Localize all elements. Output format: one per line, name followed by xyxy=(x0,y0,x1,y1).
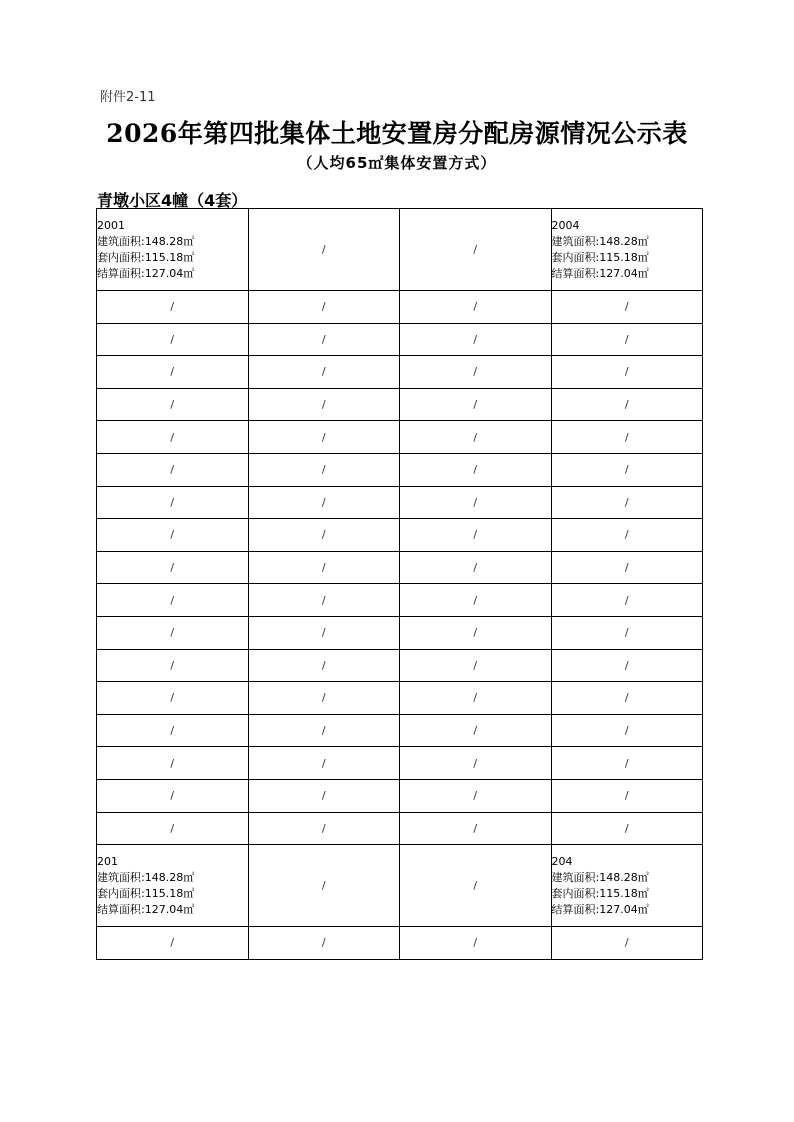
empty-cell: / xyxy=(551,714,703,747)
empty-cell: / xyxy=(551,453,703,486)
empty-cell: / xyxy=(97,812,249,845)
empty-cell: / xyxy=(248,714,400,747)
section-title: 青墩小区4幢（4套） xyxy=(97,191,248,210)
empty-cell: / xyxy=(248,453,400,486)
inner-area: 套内面积:115.18㎡ xyxy=(97,886,195,900)
empty-cell: / xyxy=(97,616,249,649)
empty-cell: / xyxy=(400,616,552,649)
empty-cell: / xyxy=(551,682,703,715)
empty-cell: / xyxy=(97,291,249,324)
empty-cell: / xyxy=(97,714,249,747)
table-row-floor-20 xyxy=(97,209,703,291)
empty-cell: / xyxy=(97,453,249,486)
empty-cell: / xyxy=(97,747,249,780)
empty-cell: / xyxy=(248,291,400,324)
table-row xyxy=(97,519,703,552)
table-row xyxy=(97,812,703,845)
unit-number: 201 xyxy=(97,854,118,868)
table-row xyxy=(97,714,703,747)
empty-cell: / xyxy=(551,584,703,617)
empty-cell: / xyxy=(248,584,400,617)
empty-cell: / xyxy=(551,649,703,682)
empty-cell: / xyxy=(551,486,703,519)
empty-cell: / xyxy=(551,519,703,552)
empty-cell: / xyxy=(248,551,400,584)
empty-cell: / xyxy=(248,209,400,291)
empty-cell: / xyxy=(97,323,249,356)
empty-cell: / xyxy=(400,714,552,747)
empty-cell: / xyxy=(97,649,249,682)
empty-cell: / xyxy=(400,682,552,715)
empty-cell: / xyxy=(400,291,552,324)
empty-cell: / xyxy=(248,812,400,845)
empty-cell: / xyxy=(400,747,552,780)
empty-cell: / xyxy=(400,323,552,356)
settle-area: 结算面积:127.04㎡ xyxy=(97,266,195,280)
table-row xyxy=(97,616,703,649)
table-row xyxy=(97,927,703,960)
empty-cell: / xyxy=(551,388,703,421)
table-row xyxy=(97,291,703,324)
empty-cell: / xyxy=(248,388,400,421)
empty-cell: / xyxy=(248,519,400,552)
building-area: 建筑面积:148.28㎡ xyxy=(97,870,195,884)
empty-cell: / xyxy=(551,323,703,356)
empty-cell: / xyxy=(551,812,703,845)
unit-cell-2001 xyxy=(97,209,249,291)
settle-area: 结算面积:127.04㎡ xyxy=(97,902,195,916)
empty-cell: / xyxy=(97,519,249,552)
empty-cell: / xyxy=(400,421,552,454)
empty-cell: / xyxy=(400,551,552,584)
empty-cell: / xyxy=(400,845,552,927)
page-title: 2026年第四批集体土地安置房分配房源情况公示表 xyxy=(106,119,688,148)
empty-cell: / xyxy=(400,453,552,486)
unit-number: 2004 xyxy=(551,218,580,232)
empty-cell: / xyxy=(97,388,249,421)
empty-cell: / xyxy=(400,486,552,519)
empty-cell: / xyxy=(97,421,249,454)
table-row xyxy=(97,356,703,389)
unit-table xyxy=(96,208,703,960)
empty-cell: / xyxy=(400,812,552,845)
table-row-floor-2 xyxy=(97,845,703,927)
empty-cell: / xyxy=(400,779,552,812)
building-area: 建筑面积:148.28㎡ xyxy=(97,234,195,248)
empty-cell: / xyxy=(551,421,703,454)
empty-cell: / xyxy=(551,356,703,389)
table-row xyxy=(97,323,703,356)
empty-cell: / xyxy=(400,388,552,421)
unit-cell-2004 xyxy=(551,209,703,291)
empty-cell: / xyxy=(551,927,703,960)
building-area: 建筑面积:148.28㎡ xyxy=(551,870,649,884)
empty-cell: / xyxy=(248,616,400,649)
empty-cell: / xyxy=(97,927,249,960)
empty-cell: / xyxy=(400,649,552,682)
empty-cell: / xyxy=(248,421,400,454)
table-row xyxy=(97,779,703,812)
unit-cell-201 xyxy=(97,845,249,927)
table-row xyxy=(97,486,703,519)
empty-cell: / xyxy=(400,519,552,552)
empty-cell: / xyxy=(248,649,400,682)
attachment-label: 附件2-11 xyxy=(100,90,156,105)
empty-cell: / xyxy=(248,486,400,519)
unit-number: 2001 xyxy=(97,218,125,232)
empty-cell: / xyxy=(248,779,400,812)
empty-cell: / xyxy=(248,356,400,389)
settle-area: 结算面积:127.04㎡ xyxy=(551,902,649,916)
empty-cell: / xyxy=(400,356,552,389)
unit-number: 204 xyxy=(551,854,573,868)
empty-cell: / xyxy=(248,927,400,960)
page-subtitle: （人均65㎡集体安置方式） xyxy=(297,154,497,172)
empty-cell: / xyxy=(97,551,249,584)
inner-area: 套内面积:115.18㎡ xyxy=(97,250,195,264)
empty-cell: / xyxy=(400,927,552,960)
empty-cell: / xyxy=(551,291,703,324)
table-row xyxy=(97,682,703,715)
empty-cell: / xyxy=(248,845,400,927)
empty-cell: / xyxy=(97,356,249,389)
empty-cell: / xyxy=(248,747,400,780)
empty-cell: / xyxy=(551,747,703,780)
empty-cell: / xyxy=(248,682,400,715)
table-row xyxy=(97,388,703,421)
table-row xyxy=(97,551,703,584)
empty-cell: / xyxy=(97,682,249,715)
empty-cell: / xyxy=(400,209,552,291)
table-row xyxy=(97,453,703,486)
empty-cell: / xyxy=(551,616,703,649)
settle-area: 结算面积:127.04㎡ xyxy=(551,266,649,280)
building-area: 建筑面积:148.28㎡ xyxy=(551,234,649,248)
empty-cell: / xyxy=(97,584,249,617)
table-row xyxy=(97,649,703,682)
table-row xyxy=(97,421,703,454)
empty-cell: / xyxy=(551,779,703,812)
empty-cell: / xyxy=(97,486,249,519)
empty-cell: / xyxy=(400,584,552,617)
table-row xyxy=(97,584,703,617)
table-row xyxy=(97,747,703,780)
inner-area: 套内面积:115.18㎡ xyxy=(551,886,649,900)
empty-cell: / xyxy=(248,323,400,356)
empty-cell: / xyxy=(551,551,703,584)
inner-area: 套内面积:115.18㎡ xyxy=(551,250,649,264)
empty-cell: / xyxy=(97,779,249,812)
unit-cell-204 xyxy=(551,845,703,927)
